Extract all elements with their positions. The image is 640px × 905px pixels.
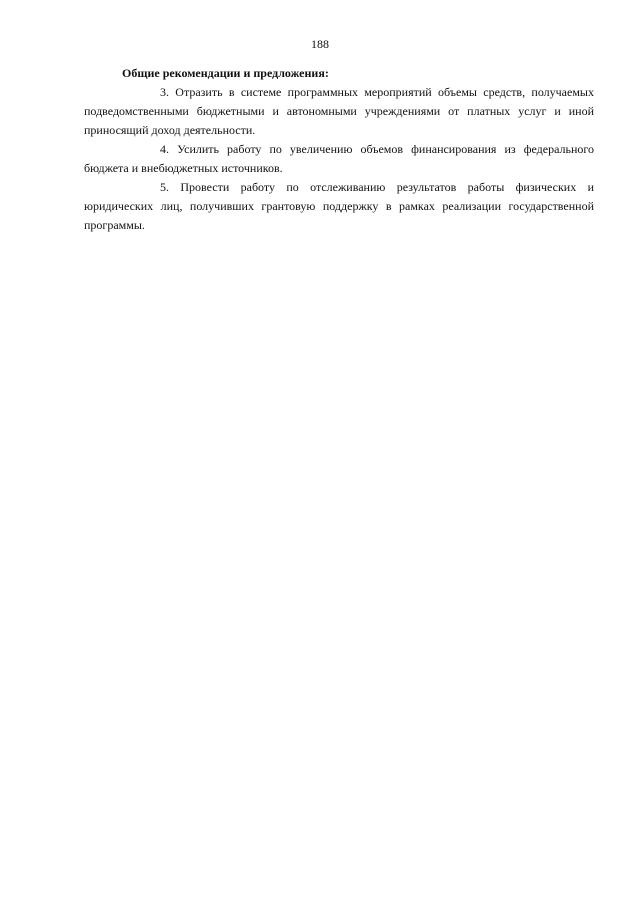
section-heading: Общие рекомендации и предложения: bbox=[122, 66, 329, 80]
item-text: Провести работу по отслеживанию результатов работы физических и юридических лиц, получивших грантовую поддержку в рамках реализации государственной программы. bbox=[84, 180, 595, 232]
item-number: 5. bbox=[160, 180, 169, 194]
item-number: 3. bbox=[160, 85, 169, 99]
page-number: 188 bbox=[311, 37, 329, 51]
recommendation-item bbox=[84, 178, 594, 235]
item-text: Отразить в системе программных мероприятий объемы средств, получаемых подведомственными бюджетными и автономными учреждениями от платных услуг и иной приносящий доход деятельности. bbox=[84, 85, 594, 137]
recommendation-item bbox=[84, 83, 594, 140]
item-number: 4. bbox=[160, 142, 169, 156]
recommendation-item bbox=[84, 140, 594, 178]
item-text: Усилить работу по увеличению объемов финансирования из федерального бюджета и внебюджетных источников. bbox=[84, 142, 595, 175]
document-body bbox=[84, 64, 594, 235]
